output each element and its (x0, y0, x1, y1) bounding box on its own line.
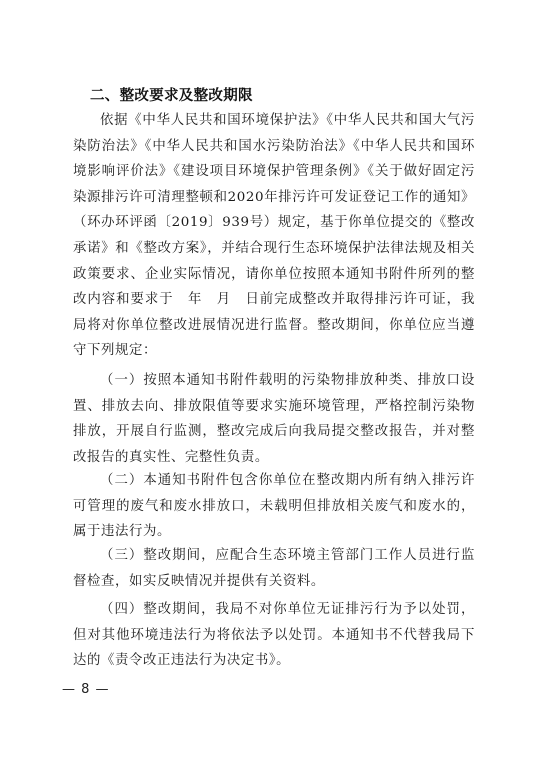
requirement-item-4: （四）整改期间，我局不对你单位无证排污行为予以处罚，但对其他环境违法行为将依法予以处罚。本通知书不代替我局下达的《责令改正违法行为决定书》。 (73, 602, 475, 669)
requirement-item-1: （一）按照本通知书附件载明的污染物排放种类、排放口设置、排放去向、排放限值等要求实施环境管理，严格控制污染物排放，开展自行监测，整改完成后向我局提交整改报告，并对整改报告的真实性、完整性负责。 (73, 373, 475, 465)
intro-paragraph: 依据《中华人民共和国环境保护法》《中华人民共和国大气污染防治法》《中华人民共和国水污染防治法》《中华人民共和国环境影响评价法》《建设项目环境保护管理条例》《关于做好固定污染源排污许可清理整顿和2020年排污许可发证登记工作的通知》（环办环评函〔2019〕939号）规定，基于你单位提交的《整改承诺》和《整改方案》，并结合现行生态环境保护法律法规及相关政策要求、企业实际情况，请你单位按照本通知书附件所列的整改内容和要求于 年 月 日前完成整改并取得排污许可证，我局将对你单位整改进展情况进行监督。整改期间，你单位应当遵守下列规定： (73, 113, 475, 359)
requirement-item-2: （二）本通知书附件包含你单位在整改期内所有纳入排污许可管理的废气和废水排放口，未载明但排放相关废气和废水的，属于违法行为。 (73, 473, 475, 540)
requirement-item-3: （三）整改期间，应配合生态环境主管部门工作人员进行监督检查，如实反映情况并提供有关资料。 (73, 548, 475, 589)
page-number: — 8 — (62, 682, 110, 697)
section-heading: 二、整改要求及整改期限 (90, 88, 253, 104)
